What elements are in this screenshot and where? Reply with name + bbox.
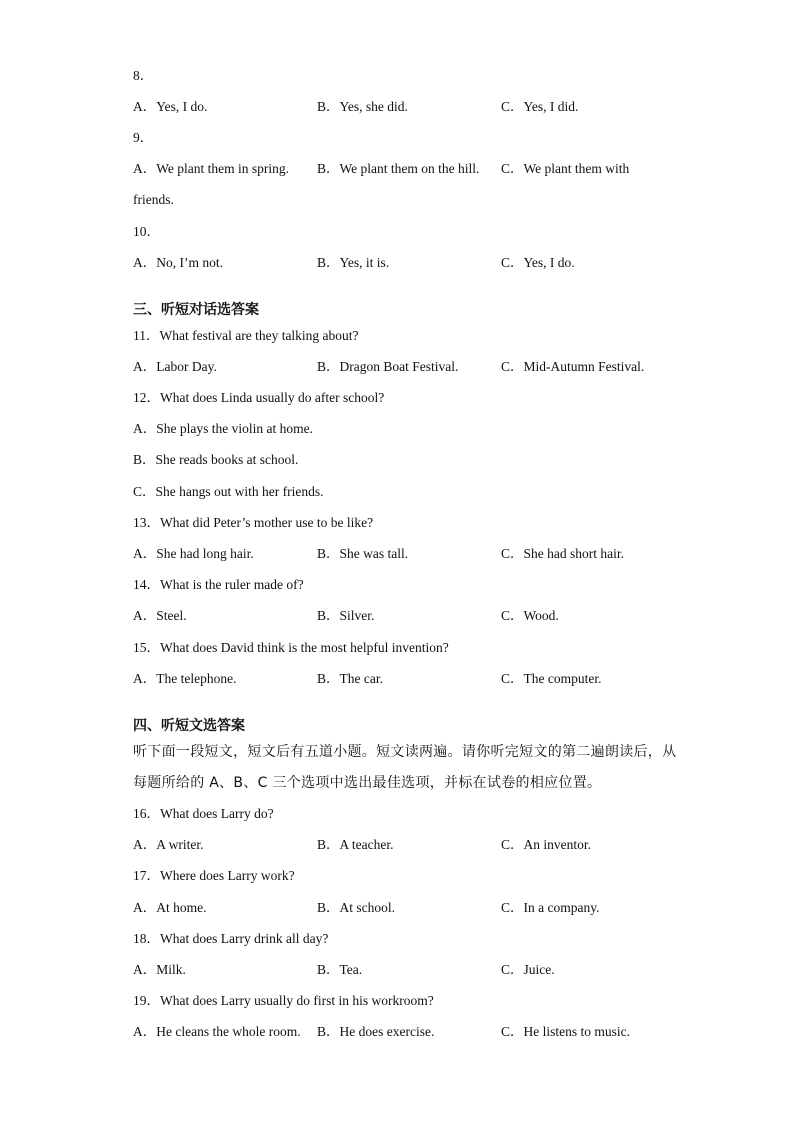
question-9-option-c-continued: friends. <box>133 192 174 207</box>
question-9-options <box>133 160 693 178</box>
question-19-text: 19．What does Larry usually do first in his workroom? <box>133 993 434 1008</box>
option-b: B．We plant them on the hill. <box>317 161 480 176</box>
question-17-text: 17．Where does Larry work? <box>133 868 295 883</box>
option-c: C．Wood. <box>501 608 559 623</box>
question-13-options <box>133 545 693 563</box>
option-c: C．Yes, I do. <box>501 255 575 270</box>
option-c: C．Juice. <box>501 962 555 977</box>
option-a: A．Steel. <box>133 608 187 623</box>
option-a: A．Yes, I do. <box>133 99 208 114</box>
option-a: A．Labor Day. <box>133 359 217 374</box>
question-13-text: 13．What did Peter’s mother use to be like? <box>133 515 374 530</box>
question-16-options <box>133 836 693 854</box>
question-12-option-c: C．She hangs out with her friends. <box>133 484 324 499</box>
option-a: A．A writer. <box>133 837 204 852</box>
option-b: B．He does exercise. <box>317 1024 435 1039</box>
option-a: A．Milk. <box>133 962 186 977</box>
section-4-heading: 四、听短文选答案 <box>133 718 245 734</box>
option-c: C．He listens to music. <box>501 1024 630 1039</box>
question-9-number: 9． <box>133 130 154 145</box>
question-12-text: 12．What does Linda usually do after school? <box>133 390 385 405</box>
question-14-options <box>133 607 693 625</box>
option-a: A．We plant them in spring. <box>133 161 290 176</box>
question-12-option-a: A．She plays the violin at home. <box>133 421 313 436</box>
option-a: A．At home. <box>133 900 207 915</box>
question-15-text: 15．What does David think is the most helpful invention? <box>133 640 449 655</box>
option-c: C．She had short hair. <box>501 546 624 561</box>
option-b: B．Yes, it is. <box>317 255 390 270</box>
question-15-options <box>133 670 693 688</box>
option-a: A．She had long hair. <box>133 546 254 561</box>
option-c: C．Mid-Autumn Festival. <box>501 359 645 374</box>
option-c: C．An inventor. <box>501 837 591 852</box>
question-19-options <box>133 1023 693 1041</box>
option-a: A．He cleans the whole room. <box>133 1024 301 1039</box>
question-16-text: 16．What does Larry do? <box>133 806 274 821</box>
question-14-text: 14．What is the ruler made of? <box>133 577 304 592</box>
section-4-instructions-line-1: 听下面一段短文，短文后有五道小题。短文读两遍。请你听完短文的第二遍朗读后，从 <box>133 744 677 760</box>
question-10-options <box>133 254 693 272</box>
question-11-options <box>133 358 693 376</box>
option-b: B．Dragon Boat Festival. <box>317 359 459 374</box>
question-11-text: 11．What festival are they talking about? <box>133 328 359 343</box>
option-c: C．We plant them with <box>501 161 630 176</box>
option-b: B．She was tall. <box>317 546 409 561</box>
option-a: A．No, I’m not. <box>133 255 223 270</box>
question-18-text: 18．What does Larry drink all day? <box>133 931 329 946</box>
option-b: B．At school. <box>317 900 396 915</box>
option-b: B．Yes, she did. <box>317 99 408 114</box>
section-3-heading: 三、听短对话选答案 <box>133 302 259 318</box>
question-10-number: 10． <box>133 224 160 239</box>
option-c: C．In a company. <box>501 900 600 915</box>
option-b: B．Tea. <box>317 962 363 977</box>
question-8-options <box>133 98 693 116</box>
question-12-option-b: B．She reads books at school. <box>133 452 299 467</box>
question-18-options <box>133 961 693 979</box>
option-c: C．The computer. <box>501 671 602 686</box>
option-c: C．Yes, I did. <box>501 99 579 114</box>
option-b: B．The car. <box>317 671 383 686</box>
question-17-options <box>133 899 693 917</box>
question-8-number: 8． <box>133 68 154 83</box>
section-4-instructions-line-2: 每题所给的 A、B、C 三个选项中选出最佳选项，并标在试卷的相应位置。 <box>133 775 602 791</box>
option-b: B．A teacher. <box>317 837 394 852</box>
option-a: A．The telephone. <box>133 671 237 686</box>
option-b: B．Silver. <box>317 608 375 623</box>
